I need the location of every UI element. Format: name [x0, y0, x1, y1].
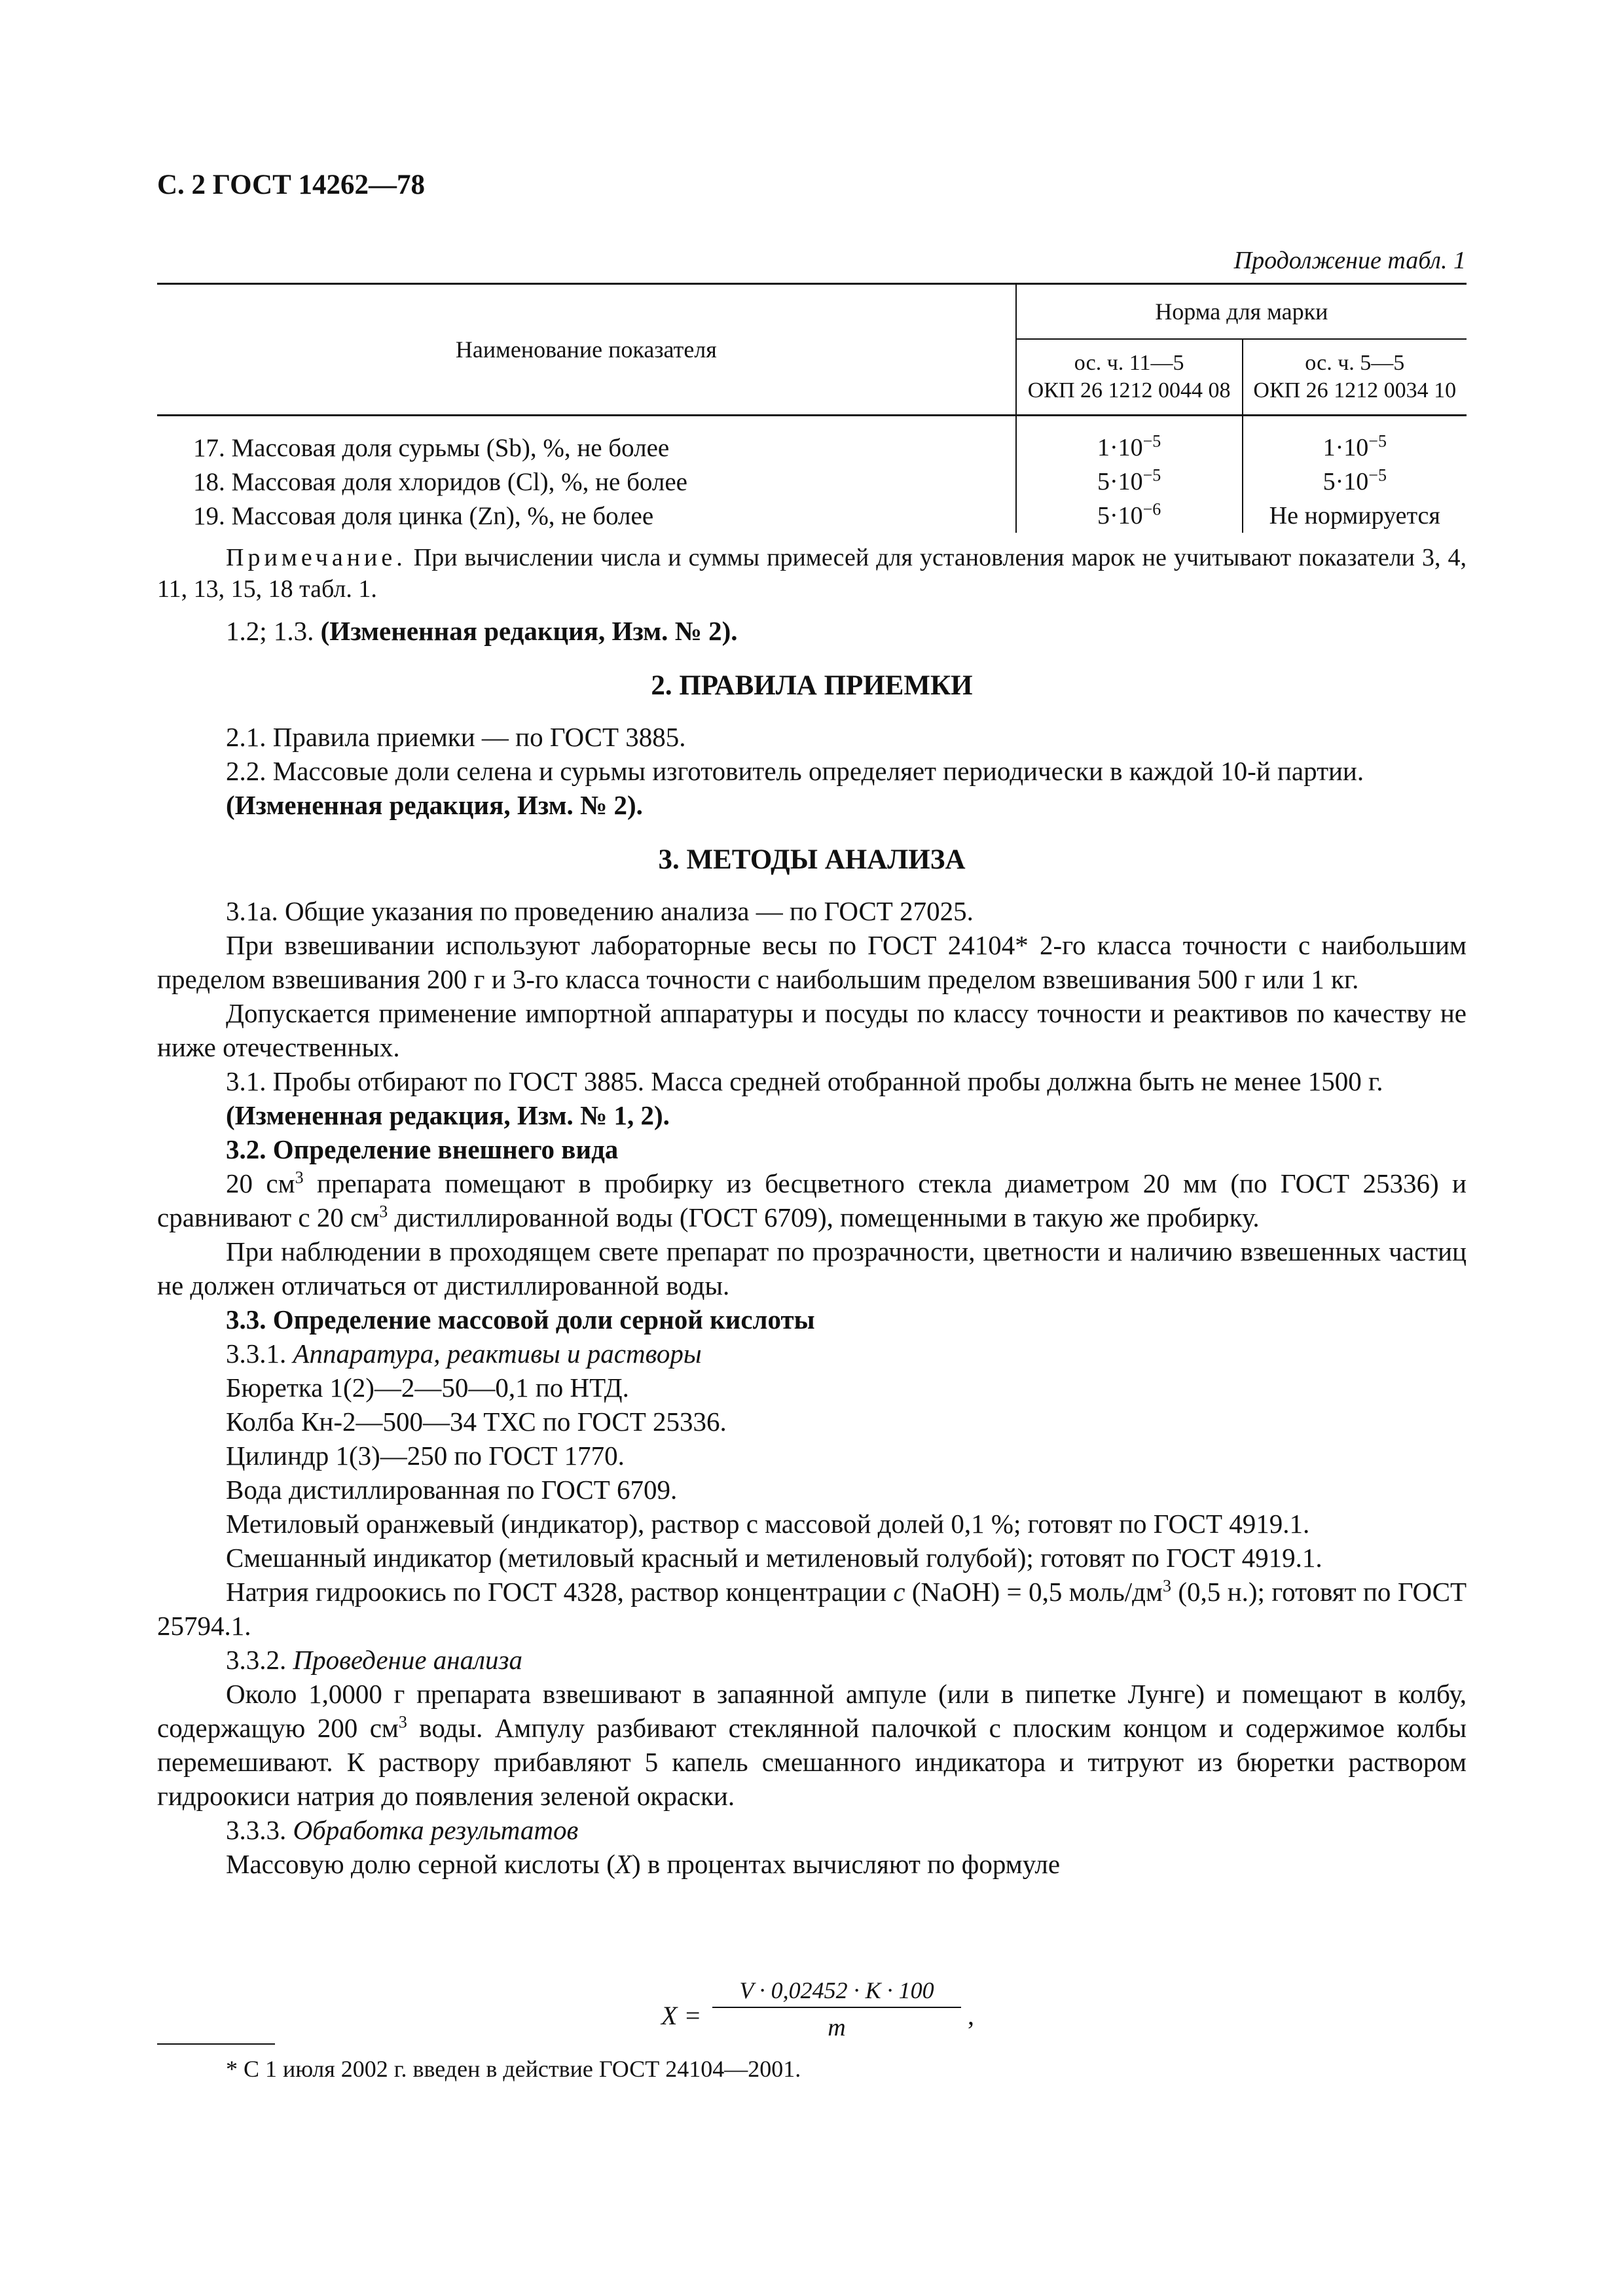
- column-header-grade-2: ос. ч. 5—5 ОКП 26 1212 0034 10: [1243, 339, 1467, 416]
- row-value-1: $5\cdot 10^{-5}$: [1016, 465, 1243, 499]
- heading-3-3-3: 3.3.3. Обработка результатов: [226, 1815, 579, 1845]
- paragraph-3-2: 20 $см^3$ препарата помещают в пробирку из бесцветного стекла диаметром 20 мм (по ГОСТ 25336) и сравнивают с 20 $см^3$ дистиллированной воды (ГОСТ 6709), помещенными в такую же пробирку.: [157, 1168, 1467, 1232]
- row-value-2: $1\cdot 10^{-5}$: [1243, 416, 1467, 465]
- table-note: Примечание. При вычислении числа и суммы примесей для установления марок не учитывают показатели 3, 4, 11, 13, 15, 18 табл. 1.: [157, 544, 1467, 603]
- formula-denominator: m: [828, 2014, 846, 2041]
- paragraph-2-2: 2.2. Массовые доли селена и сурьмы изготовитель определяет периодически в каждой 10-й партии.: [226, 756, 1364, 786]
- amendment-2: (Измененная редакция, Изм. № 2).: [226, 790, 643, 820]
- paragraph-3-1a: 3.1а. Общие указания по проведению анализа — по ГОСТ 27025.: [226, 896, 974, 926]
- paragraph-3-3-2: Около 1,0000 г препарата взвешивают в запаянной ампуле (или в пипетке Лунге) и помещают в колбу, содержащую 200 $см^3$ воды. Ампулу разбивают стеклянной палочкой с плоским концом и содержимое колбы перемешивают. К раствору прибавляют 5 капель смешанного индикатора и титруют из бюретки раствором гидроокиси натрия до появления зеленой окраски.: [157, 1679, 1467, 1811]
- column-group-header: Норма для марки: [1016, 284, 1467, 340]
- heading-3-3-2: 3.3.2. Проведение анализа: [226, 1645, 523, 1675]
- table-row: [157, 499, 1467, 533]
- formula: [655, 1977, 1048, 2055]
- row-value-2: Не нормируется: [1243, 499, 1467, 533]
- footnote-divider: [157, 2043, 275, 2045]
- formula-lhs: X =: [661, 2001, 702, 2030]
- list-item: Колба Кн-2—500—34 ТХС по ГОСТ 25336.: [226, 1407, 727, 1437]
- list-item: Метиловый оранжевый (индикатор), раствор с массовой долей 0,1 %; готовят по ГОСТ 4919.1.: [226, 1509, 1310, 1539]
- list-item: Бюретка 1(2)—2—50—0,1 по НТД.: [226, 1372, 629, 1403]
- formula-fraction: [712, 1977, 961, 2042]
- heading-3-3: 3.3. Определение массовой доли серной кислоты: [226, 1304, 815, 1335]
- row-value-1: $1\cdot 10^{-5}$: [1016, 416, 1243, 465]
- body-text: [157, 542, 1467, 1881]
- formula-numerator: V · 0,02452 · K · 100: [712, 1977, 961, 2008]
- column-header-name: Наименование показателя: [157, 284, 1016, 416]
- specification-table: [157, 283, 1467, 533]
- row-name: 19. Массовая доля цинка (Zn), %, не более: [193, 501, 654, 530]
- section-2-title: 2. ПРАВИЛА ПРИЕМКИ: [651, 670, 973, 701]
- row-value-2: $5\cdot 10^{-5}$: [1243, 465, 1467, 499]
- list-item: Смешанный индикатор (метиловый красный и метиленовый голубой); готовят по ГОСТ 4919.1.: [226, 1543, 1322, 1573]
- paragraph-2-1: 2.1. Правила приемки — по ГОСТ 3885.: [226, 722, 686, 752]
- row-value-1: $5\cdot 10^{-6}$: [1016, 499, 1243, 533]
- amendment-1-2-1-3: 1.2; 1.3. (Измененная редакция, Изм. № 2).: [226, 616, 738, 646]
- table-continuation-label: Продолжение табл. 1: [1233, 247, 1466, 274]
- footnote: * С 1 июля 2002 г. введен в действие ГОСТ 24104—2001.: [226, 2056, 801, 2082]
- heading-3-3-1: 3.3.1. Аппаратура, реактивы и растворы: [226, 1338, 702, 1369]
- list-item-naoh: Натрия гидроокись по ГОСТ 4328, раствор концентрации c (NaOH) = 0,5 моль/$дм^3$ (0,5 н.); готовят по ГОСТ 25794.1.: [157, 1576, 1467, 1641]
- list-item: Вода дистиллированная по ГОСТ 6709.: [226, 1475, 678, 1505]
- row-name: 18. Массовая доля хлоридов (Cl), %, не более: [193, 467, 687, 496]
- paragraph-weighing: При взвешивании используют лабораторные весы по ГОСТ 24104* 2-го класса точности с наибольшим пределом взвешивания 200 г и 3-го класса точности с наибольшим пределом взвешивания 500 г или 1 кг.: [157, 930, 1467, 994]
- column-header-grade-1: ос. ч. 11—5 ОКП 26 1212 0044 08: [1016, 339, 1243, 416]
- table-row: [157, 465, 1467, 499]
- paragraph-observation: При наблюдении в проходящем свете препарат по прозрачности, цветности и наличию взвешенных частиц не должен отличаться от дистиллированной воды.: [157, 1236, 1467, 1300]
- paragraph-3-3-3: Массовую долю серной кислоты (X) в процентах вычисляют по формуле: [226, 1849, 1061, 1879]
- page-header: С. 2 ГОСТ 14262—78: [157, 170, 426, 200]
- paragraph-import: Допускается применение импортной аппаратуры и посуды по классу точности и реактивов по качеству не ниже отечественных.: [157, 998, 1467, 1062]
- list-item: Цилиндр 1(3)—250 по ГОСТ 1770.: [226, 1441, 625, 1471]
- table-row: [157, 416, 1467, 465]
- section-3-title: 3. МЕТОДЫ АНАЛИЗА: [658, 844, 966, 875]
- amendment-1-2: (Измененная редакция, Изм. № 1, 2).: [226, 1100, 670, 1130]
- formula-comma: ,: [968, 2001, 974, 2030]
- paragraph-3-1: 3.1. Пробы отбирают по ГОСТ 3885. Масса средней отобранной пробы должна быть не менее 1500 г.: [226, 1066, 1383, 1096]
- heading-3-2: 3.2. Определение внешнего вида: [226, 1134, 619, 1164]
- row-name: 17. Массовая доля сурьмы (Sb), %, не более: [193, 433, 670, 462]
